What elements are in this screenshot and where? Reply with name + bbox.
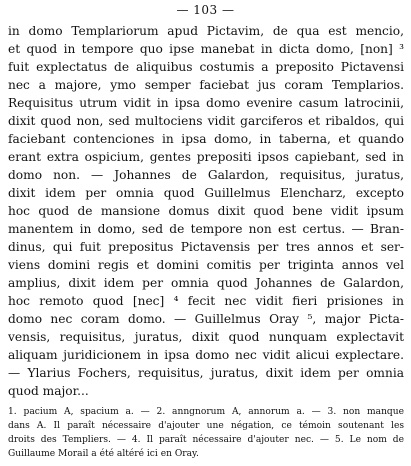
body-line: fuit explectatus de aliquibus costumis a preposito Pictavensi	[8, 60, 404, 74]
body-line: in domo Templariorum apud Pictavim, de qua est mencio,	[8, 24, 404, 38]
body-text	[8, 22, 404, 400]
body-line: faciebant contenciones in ipsa domo, in taberna, et quando	[8, 132, 404, 146]
body-line: hoc remoto quod [nec] ⁴ fecit nec vidit fieri prisiones in	[8, 294, 404, 308]
page-number: — 103 —	[176, 3, 235, 17]
body-line: amplius, dixit idem per omnia quod Johannes de Galardon,	[8, 276, 404, 290]
footnotes	[8, 405, 404, 461]
footnote-line: droits des Templiers. — 4. Il paraît nécessaire d'ajouter nec. — 5. Le nom de	[8, 435, 404, 445]
body-line: quod major...	[8, 384, 89, 398]
body-line: erant extra ospicium, gentes prepositi ipsos capiebant, sed in	[8, 150, 404, 164]
body-line: et quod in tempore quo ipse manebat in dicta domo, [non] ³	[8, 42, 404, 56]
body-line: aliquam juridicionem in ipsa domo nec vidit alicui explectare.	[8, 348, 404, 362]
body-line: domo nec coram domo. — Guillelmus Oray ⁵, major Picta-	[8, 312, 404, 326]
body-line: dinus, qui fuit prepositus Pictavensis per tres annos et ser-	[8, 240, 404, 254]
footnote-line: 1. pacium A, spacium a. — 2. anngnorum A, annorum a. — 3. non manque	[8, 407, 404, 417]
body-line: dixit idem per omnia quod Guillelmus Elencharz, excepto	[8, 186, 404, 200]
body-line: vensis, requisitus, juratus, dixit quod nunquam explectavit	[8, 330, 404, 344]
body-line: nec a majore, ymo semper faciebat jus coram Templarios.	[8, 78, 404, 92]
body-line: Requisitus utrum vidit in ipsa domo evenire casum latrocinii,	[8, 96, 404, 110]
body-line: — Ylarius Fochers, requisitus, juratus, dixit idem per omnia	[8, 366, 404, 380]
body-line: domo non. — Johannes de Galardon, requisitus, juratus,	[8, 168, 404, 182]
footnote-line: dans A. Il paraît nécessaire d'ajouter une négation, ce témoin soutenant les	[8, 421, 404, 431]
footnote-line: Guillaume Morail a été altéré ici en Oray.	[8, 449, 199, 459]
body-line: viens domini regis et domini comitis per triginta annos vel	[8, 258, 404, 272]
body-line: dixit quod non, sed multociens vidit garciferos et ribaldos, qui	[8, 114, 404, 128]
body-line: hoc quod de mansione domus dixit quod bene vidit ipsum	[8, 204, 404, 218]
body-line: manentem in domo, sed de tempore non est certus. — Bran-	[8, 222, 404, 236]
